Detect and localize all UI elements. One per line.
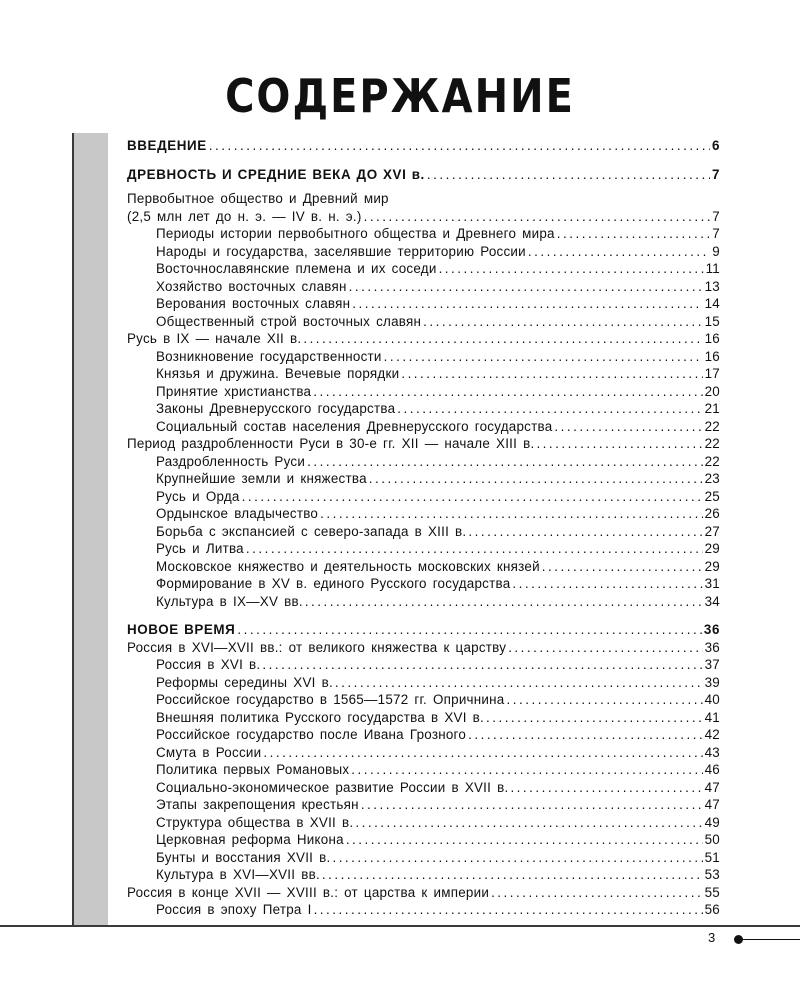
toc-page-number: 7 [712,208,720,224]
toc-page-number: 22 [704,453,720,469]
toc-page-number: 25 [704,488,720,504]
toc-entry-title: Восточнославянские племена и их соседи [156,261,437,276]
toc-section-heading[interactable] [127,137,720,155]
toc-entry-title: Народы и государства, заселявшие территорию России [156,243,526,259]
toc-subentry[interactable] [127,575,720,593]
toc-chapter-entry[interactable] [127,190,720,208]
toc-subentry[interactable] [127,849,720,867]
toc-subentry[interactable] [127,796,720,814]
dot-leader [246,540,703,558]
toc-page-number: 34 [704,593,720,609]
toc-entry-title: ДРЕВНОСТЬ И СРЕДНИЕ ВЕКА ДО XVI в. [127,166,425,182]
toc-subentry[interactable] [127,779,720,797]
toc-page-number: 7 [712,226,720,241]
toc-entry-title: Раздробленность Руси [156,453,306,469]
toc-page-number: 46 [704,762,720,777]
toc-subentry[interactable] [127,831,720,849]
toc-subentry[interactable] [127,260,720,278]
dot-leader [262,656,702,674]
toc-section-heading[interactable] [127,166,720,184]
toc-entry-title: Борьба с экспансией с северо-запада в XIII в. [156,523,467,539]
toc-entry-title: Смута в России [156,744,262,760]
toc-page-number: 40 [704,692,720,707]
page-title: СОДЕРЖАНИЕ [225,70,575,124]
toc-entry-title: Первобытное общество и Древний мир [127,191,389,206]
toc-subentry[interactable] [127,814,720,832]
dot-leader [355,814,702,832]
toc-page-number: 56 [704,902,720,917]
toc-entry-title: Законы Древнерусского государства [156,401,396,416]
toc-subentry[interactable] [127,593,720,611]
toc-page-number: 9 [712,243,720,259]
dot-leader [303,330,702,348]
toc-subentry[interactable] [127,488,720,506]
toc-entry-title: Внешняя политика Русского государства в XVI в. [156,709,484,725]
section-gap [127,610,720,621]
toc-page-number: 20 [704,383,720,399]
toc-page-number: 55 [704,884,720,900]
toc-subentry[interactable] [127,383,720,401]
toc-page-number: 37 [704,657,720,672]
toc-entry-title: Крупнейшие земли и княжества [156,471,367,486]
dot-leader [542,558,703,576]
toc-entry-title: Социальный состав населения Древнерусского государства [156,418,553,434]
dot-leader [536,435,702,453]
dot-leader [468,726,703,744]
toc-entry-title: Ордынское владычество [156,506,319,521]
dot-leader [314,901,703,919]
toc-entry-title: Верования восточных славян [156,296,351,311]
toc-subentry[interactable] [127,470,720,488]
toc-subentry[interactable] [127,505,720,523]
toc-page-number: 16 [704,348,720,364]
toc-entry-title: Политика первых Романовых [156,762,350,777]
dot-leader [313,383,702,401]
toc-page-number: 13 [704,278,720,294]
dot-leader [209,137,710,155]
toc-page-number: 21 [704,401,720,416]
toc-chapter-entry[interactable] [127,208,720,226]
toc-entry-title: Реформы середины XVI в. [156,674,333,690]
toc-page-number: 27 [704,523,720,539]
toc-entry-title: Бунты и восстания XVII в. [156,849,331,865]
dot-leader [320,505,702,523]
toc-page-number: 47 [704,779,720,795]
toc-entry-title: Общественный строй восточных славян [156,313,422,329]
toc-entry-title: Князья и дружина. Вечевые порядки [156,366,400,381]
toc-subentry[interactable] [127,866,720,884]
toc-entry-title: (2,5 млн лет до н. э. — IV в. н. э.) [127,208,362,224]
dot-leader [237,621,701,639]
toc-subentry[interactable] [127,278,720,296]
toc-chapter-entry[interactable] [127,435,720,453]
toc-entry-title: Формирование в XV в. единого Русского государства [156,576,511,591]
toc-entry-title: Россия в эпоху Петра I [156,902,312,917]
toc-entry-title: Россия в XVI в. [156,657,261,672]
dot-leader [352,295,702,313]
toc-entry-title: Хозяйство восточных славян [156,278,347,294]
dot-leader [508,639,702,657]
toc-entry-title: Период раздробленности Руси в 30-е гг. XII — начале XIII в. [127,436,535,451]
toc-entry-title: Культура в XVI—XVII вв. [156,867,320,882]
toc-entry-title: Русь в IX — начале XII в. [127,331,302,346]
dot-leader [486,709,703,727]
dot-leader [332,849,702,867]
toc-page-number: 49 [704,814,720,830]
toc-page-number: 11 [705,261,720,276]
toc-page-number: 50 [704,832,720,847]
dot-leader [349,278,703,296]
toc-page-number: 31 [704,576,720,591]
toc-page-number: 16 [704,331,720,346]
toc-entry-title: Социально-экономическое развитие России в XVII в. [156,779,509,795]
toc-page-number: 47 [704,797,720,812]
toc-subentry[interactable] [127,558,720,576]
table-of-contents [127,137,720,919]
toc-page-number: 22 [704,418,720,434]
toc-entry-title: Этапы закрепощения крестьян [156,797,359,812]
dot-leader [307,453,703,471]
toc-page-number: 23 [704,471,720,486]
toc-subentry[interactable] [127,243,720,261]
toc-page-number: 51 [704,849,720,865]
toc-chapter-entry[interactable] [127,639,720,657]
toc-page-number: 7 [711,166,720,182]
toc-entry-title: Русь и Литва [156,541,244,556]
dot-leader [305,593,703,611]
toc-section-heading[interactable] [127,621,720,639]
toc-subentry[interactable] [127,523,720,541]
toc-page-number: 41 [704,709,720,725]
toc-subentry[interactable] [127,761,720,779]
toc-subentry[interactable] [127,709,720,727]
toc-subentry[interactable] [127,674,720,692]
toc-subentry[interactable] [127,744,720,762]
toc-page-number: 22 [704,436,720,451]
toc-page-number: 26 [704,506,720,521]
toc-entry-title: Периоды истории первобытного общества и Древнего мира [156,226,555,241]
toc-page-number: 53 [704,867,720,882]
toc-page-number: 29 [704,558,720,574]
toc-subentry[interactable] [127,365,720,383]
toc-subentry[interactable] [127,656,720,674]
dot-leader [384,348,703,366]
dot-leader [507,691,703,709]
dot-leader [557,225,711,243]
dot-leader [491,884,703,902]
dot-leader [361,796,703,814]
dot-leader [322,866,703,884]
toc-subentry[interactable] [127,540,720,558]
toc-entry-title: Русь и Орда [156,488,240,504]
dot-leader [401,365,702,383]
toc-page-number: 42 [704,727,720,742]
toc-subentry[interactable] [127,901,720,919]
toc-entry-title: Российское государство в 1565—1572 гг. Опричнина [156,692,505,707]
toc-chapter-entry[interactable] [127,330,720,348]
toc-subentry[interactable] [127,313,720,331]
toc-entry-title: Церковная реформа Никона [156,832,344,847]
toc-page-number: 14 [704,296,720,311]
toc-chapter-entry[interactable] [127,884,720,902]
toc-subentry[interactable] [127,295,720,313]
dot-leader [528,243,710,261]
page-number: 3 [708,930,716,945]
toc-entry-title: Россия в конце XVII — XVIII в.: от царства к империи [127,884,490,900]
toc-entry-title: Структура общества в XVII в. [156,814,354,830]
toc-entry-title: Возникновение государственности [156,348,382,364]
dot-leader [263,744,702,762]
toc-subentry[interactable] [127,400,720,418]
footer-line [742,939,800,940]
toc-entry-title: НОВОЕ ВРЕМЯ [127,622,236,637]
margin-bar [72,133,108,926]
bottom-rule [0,925,800,927]
dot-leader [397,400,702,418]
toc-entry-title: Культура в IX—XV вв. [156,593,303,609]
toc-page-number: 36 [703,622,720,637]
toc-subentry[interactable] [127,726,720,744]
dot-leader [468,523,702,541]
toc-subentry[interactable] [127,348,720,366]
dot-leader [439,260,704,278]
toc-subentry[interactable] [127,418,720,436]
toc-page-number: 6 [711,138,720,153]
dot-leader [335,674,703,692]
toc-entry-title: Российское государство после Ивана Грозного [156,727,467,742]
dot-leader [423,313,702,331]
toc-entry-title: Принятие христианства [156,383,312,399]
toc-page-number: 29 [704,541,720,556]
toc-page-number: 36 [704,639,720,655]
toc-subentry[interactable] [127,691,720,709]
toc-page-number: 17 [704,366,720,381]
dot-leader [242,488,703,506]
dot-leader [364,208,711,226]
toc-page-number: 15 [704,313,720,329]
dot-leader [351,761,702,779]
toc-page-number: 43 [704,744,720,760]
dot-leader [554,418,702,436]
section-gap [127,155,720,166]
toc-entry-title: ВВЕДЕНИЕ [127,138,207,153]
dot-leader [427,166,710,184]
toc-entry-title: Россия в XVI—XVII вв.: от великого княжества к царству [127,639,507,655]
toc-subentry[interactable] [127,453,720,471]
toc-subentry[interactable] [127,225,720,243]
dot-leader [346,831,703,849]
dot-leader [512,575,702,593]
toc-entry-title: Московское княжество и деятельность московских князей [156,558,540,574]
toc-page-number: 39 [704,674,720,690]
dot-leader [510,779,702,797]
dot-leader [369,470,703,488]
section-gap [127,183,720,190]
